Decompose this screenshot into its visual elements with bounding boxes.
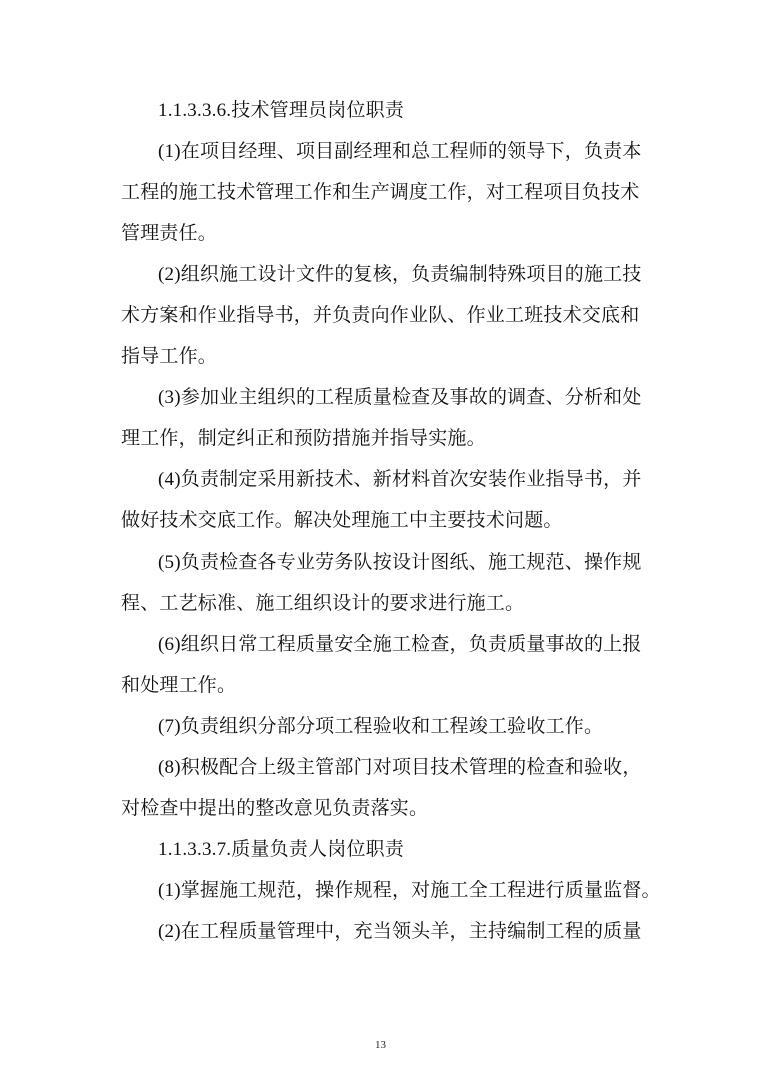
paragraph-line: 管理责任。: [121, 223, 218, 244]
paragraph-line: (3)参加业主组织的工程质量检查及事故的调查、分析和处: [158, 387, 642, 408]
page-number: 13: [375, 1039, 386, 1051]
paragraph-line: (6)组织日常工程质量安全施工检查，负责质量事故的上报: [158, 634, 642, 655]
paragraph-line: 对检查中提出的整改意见负责落实。: [121, 798, 429, 819]
paragraph-line: (1)在项目经理、项目副经理和总工程师的领导下，负责本: [158, 141, 642, 162]
paragraph-line: (4)负责制定采用新技术、新材料首次安装作业指导书，并: [158, 469, 642, 490]
paragraph-line: 做好技术交底工作。解决处理施工中主要技术问题。: [121, 510, 563, 531]
paragraph-line: 程、工艺标准、施工组织设计的要求进行施工。: [121, 593, 525, 614]
paragraph-line: (2)在工程质量管理中，充当领头羊，主持编制工程的质量: [158, 921, 642, 942]
paragraph-line: 和处理工作。: [121, 675, 237, 696]
paragraph-line: 术方案和作业指导书，并负责向作业队、作业工班技术交底和: [121, 305, 640, 326]
paragraph-line: 工程的施工技术管理工作和生产调度工作，对工程项目负技术: [121, 182, 640, 203]
paragraph-line: (5)负责检查各专业劳务队按设计图纸、施工规范、操作规: [158, 552, 642, 573]
paragraph-line: (2)组织施工设计文件的复核，负责编制特殊项目的施工技: [158, 264, 642, 285]
paragraph-line: (1)掌握施工规范，操作规程，对施工全工程进行质量监督。: [158, 880, 661, 901]
section-heading: 1.1.3.3.7.质量负责人岗位职责: [158, 839, 405, 860]
paragraph-line: 理工作，制定纠正和预防措施并指导实施。: [121, 428, 486, 449]
paragraph-line: 指导工作。: [121, 346, 218, 367]
paragraph-line: (8)积极配合上级主管部门对项目技术管理的检查和验收，: [158, 757, 642, 778]
section-heading: 1.1.3.3.6.技术管理员岗位职责: [158, 100, 405, 121]
paragraph-line: (7)负责组织分部分项工程验收和工程竣工验收工作。: [158, 716, 604, 737]
